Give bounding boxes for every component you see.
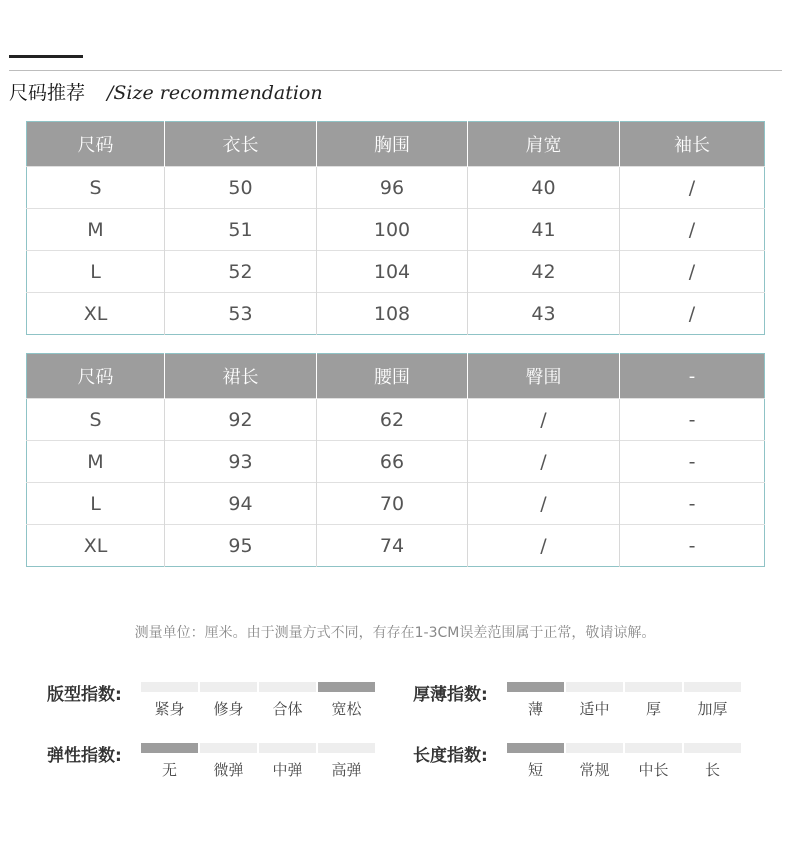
- cell-bust: 104: [317, 251, 468, 293]
- header-bust: 胸围: [317, 122, 468, 167]
- thickness-index-label: 厚薄指数:: [413, 685, 488, 705]
- thickness-option: [625, 682, 682, 719]
- cell-length: 50: [165, 167, 317, 209]
- cell-size: S: [27, 399, 165, 441]
- cell-bust: 96: [317, 167, 468, 209]
- option-label: 厚: [645, 700, 661, 718]
- header-empty: -: [620, 354, 765, 399]
- cell-empty: -: [620, 399, 765, 441]
- option-label: 合体: [272, 700, 303, 718]
- index-bar: [259, 682, 316, 692]
- table-row: [27, 441, 765, 483]
- index-bar: [141, 743, 198, 753]
- cell-sleeve: /: [620, 167, 765, 209]
- size-table-bottom: [26, 353, 765, 567]
- option-label: 适中: [579, 700, 610, 718]
- option-label: 无: [161, 761, 177, 779]
- cell-skirt-length: 93: [165, 441, 317, 483]
- index-bar: [684, 743, 741, 753]
- index-bar: [566, 682, 623, 692]
- fit-index-scale: [141, 682, 375, 719]
- cell-skirt-length: 95: [165, 525, 317, 567]
- cell-length: 51: [165, 209, 317, 251]
- table-row: [27, 525, 765, 567]
- index-bar: [625, 743, 682, 753]
- option-label: 微弹: [213, 761, 244, 779]
- length-index-scale: [507, 743, 741, 780]
- cell-size: XL: [27, 293, 165, 335]
- index-bar: [507, 743, 564, 753]
- cell-hip: /: [468, 483, 620, 525]
- table-row: [27, 167, 765, 209]
- cell-waist: 66: [317, 441, 468, 483]
- section-divider: [9, 70, 782, 71]
- thickness-option: [684, 682, 741, 719]
- option-label: 短: [527, 761, 543, 779]
- cell-size: M: [27, 441, 165, 483]
- fit-option: [318, 682, 375, 719]
- cell-length: 52: [165, 251, 317, 293]
- fit-option: [141, 682, 198, 719]
- option-label: 宽松: [331, 700, 362, 718]
- header-size: 尺码: [27, 354, 165, 399]
- index-bar: [141, 682, 198, 692]
- fit-option: [200, 682, 257, 719]
- header-skirt-length: 裙长: [165, 354, 317, 399]
- measurement-note: 测量单位：厘米。由于测量方式不同，有存在1-3CM误差范围属于正常，敬请谅解。: [134, 625, 656, 641]
- fit-option: [259, 682, 316, 719]
- elasticity-index-label: 弹性指数:: [47, 746, 122, 766]
- elasticity-index-scale: [141, 743, 375, 780]
- option-label: 高弹: [331, 761, 362, 779]
- cell-size: M: [27, 209, 165, 251]
- cell-shoulder: 40: [468, 167, 620, 209]
- cell-sleeve: /: [620, 251, 765, 293]
- option-label: 修身: [213, 700, 244, 718]
- cell-hip: /: [468, 441, 620, 483]
- length-option: [507, 743, 564, 780]
- length-option: [684, 743, 741, 780]
- section-title-en: /Size recommendation: [107, 82, 323, 104]
- section-title: [9, 78, 323, 105]
- option-label: 中弹: [272, 761, 303, 779]
- cell-bust: 100: [317, 209, 468, 251]
- cell-size: S: [27, 167, 165, 209]
- option-label: 加厚: [697, 700, 728, 718]
- header-hip: 臀围: [468, 354, 620, 399]
- index-bar: [625, 682, 682, 692]
- header-size: 尺码: [27, 122, 165, 167]
- cell-sleeve: /: [620, 209, 765, 251]
- option-label: 紧身: [154, 700, 185, 718]
- table-row: [27, 483, 765, 525]
- index-bar: [200, 743, 257, 753]
- index-bar: [259, 743, 316, 753]
- table-header-row: [27, 122, 765, 167]
- cell-waist: 74: [317, 525, 468, 567]
- table-row: [27, 399, 765, 441]
- elasticity-option: [141, 743, 198, 780]
- length-option: [625, 743, 682, 780]
- header-sleeve: 袖长: [620, 122, 765, 167]
- length-option: [566, 743, 623, 780]
- option-label: 长: [704, 761, 720, 779]
- table-row: [27, 209, 765, 251]
- cell-shoulder: 43: [468, 293, 620, 335]
- option-label: 常规: [579, 761, 610, 779]
- cell-size: L: [27, 251, 165, 293]
- cell-bust: 108: [317, 293, 468, 335]
- table-header-row: [27, 354, 765, 399]
- index-bar: [507, 682, 564, 692]
- cell-skirt-length: 94: [165, 483, 317, 525]
- header-shoulder: 肩宽: [468, 122, 620, 167]
- section-title-zh: 尺码推荐: [9, 82, 86, 104]
- fit-index-label: 版型指数:: [47, 685, 122, 705]
- cell-waist: 70: [317, 483, 468, 525]
- cell-skirt-length: 92: [165, 399, 317, 441]
- length-index-label: 长度指数:: [413, 746, 488, 766]
- header-waist: 腰围: [317, 354, 468, 399]
- title-accent-bar: [9, 55, 83, 58]
- cell-hip: /: [468, 525, 620, 567]
- cell-sleeve: /: [620, 293, 765, 335]
- elasticity-option: [318, 743, 375, 780]
- index-bar: [566, 743, 623, 753]
- cell-empty: -: [620, 441, 765, 483]
- cell-waist: 62: [317, 399, 468, 441]
- cell-size: XL: [27, 525, 165, 567]
- index-bar: [200, 682, 257, 692]
- cell-empty: -: [620, 483, 765, 525]
- header-length: 衣长: [165, 122, 317, 167]
- cell-length: 53: [165, 293, 317, 335]
- cell-empty: -: [620, 525, 765, 567]
- option-label: 薄: [527, 700, 543, 718]
- thickness-option: [566, 682, 623, 719]
- cell-hip: /: [468, 399, 620, 441]
- thickness-option: [507, 682, 564, 719]
- index-bar: [318, 743, 375, 753]
- elasticity-option: [200, 743, 257, 780]
- table-row: [27, 251, 765, 293]
- option-label: 中长: [638, 761, 669, 779]
- thickness-index-scale: [507, 682, 741, 719]
- index-bar: [318, 682, 375, 692]
- table-row: [27, 293, 765, 335]
- size-table-top: [26, 121, 765, 335]
- elasticity-option: [259, 743, 316, 780]
- index-bar: [684, 682, 741, 692]
- cell-shoulder: 42: [468, 251, 620, 293]
- cell-size: L: [27, 483, 165, 525]
- cell-shoulder: 41: [468, 209, 620, 251]
